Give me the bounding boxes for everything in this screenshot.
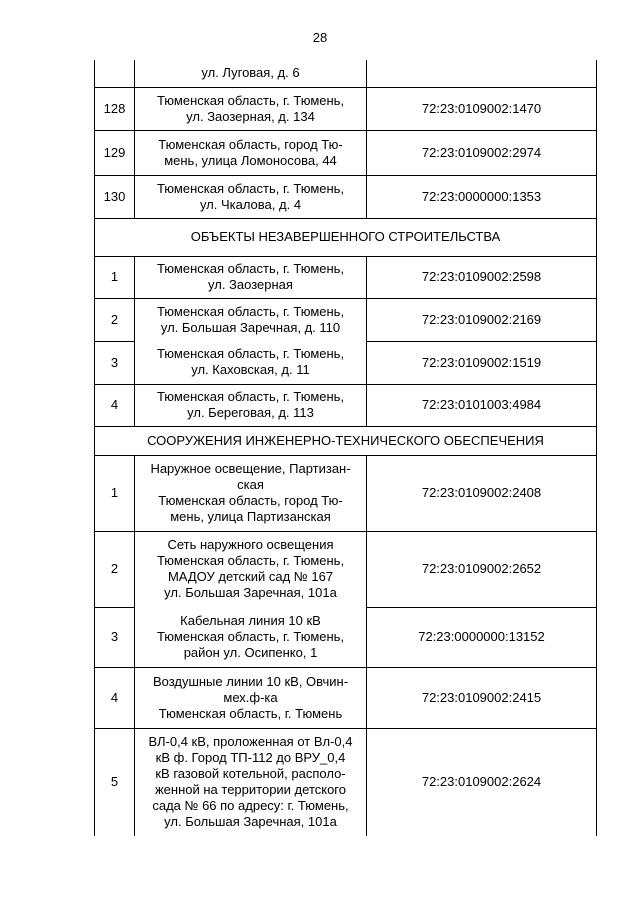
table-row — [95, 455, 597, 531]
section-title: ОБЪЕКТЫ НЕЗАВЕРШЕННОГО СТРОИТЕЛЬСТВА — [95, 218, 597, 256]
address-line: мень, улица Партизанская — [170, 509, 331, 524]
cadastral-number: 72:23:0109002:2598 — [367, 256, 597, 298]
address-cell — [135, 256, 367, 298]
address-line: Воздушные линии 10 кВ, Овчин- — [152, 673, 349, 689]
table-row — [95, 87, 597, 130]
table-row — [95, 531, 597, 607]
row-number-cell: 129 — [95, 130, 135, 175]
page-number: 28 — [312, 30, 328, 45]
row-number-cell: 3 — [95, 607, 135, 667]
address-cell — [135, 667, 367, 728]
section-header-row — [95, 426, 597, 455]
cadastral-number: 72:23:0101003:4984 — [367, 384, 597, 426]
cadastral-number: 72:23:0109002:2408 — [367, 455, 597, 531]
row-number-cell: 130 — [95, 175, 135, 218]
address-line: Тюменская область, г. Тюмень, — [156, 389, 345, 404]
cadastral-number: 72:23:0109002:2169 — [367, 298, 597, 341]
row-number-cell: 5 — [95, 728, 135, 836]
address-line: кВ газовой котельной, располо- — [155, 766, 346, 782]
row-number-cell: 4 — [95, 384, 135, 426]
cadastral-cell — [367, 60, 597, 87]
row-number-cell: 2 — [95, 298, 135, 341]
table-row — [95, 607, 597, 667]
address-line: мень, улица Ломоносова, 44 — [164, 152, 337, 168]
address-cell — [135, 298, 367, 341]
cadastral-number: 72:23:0000000:13152 — [367, 607, 597, 667]
address-line: Кабельная линия 10 кВ — [180, 612, 321, 628]
table-row — [95, 256, 597, 298]
address-line: Тюменская область, г. Тюмень, — [156, 628, 345, 644]
address-cell — [135, 130, 367, 175]
address-line: район ул. Осипенко, 1 — [183, 644, 318, 660]
address-cell — [135, 531, 367, 607]
address-cell — [135, 60, 367, 87]
row-number-cell: 128 — [95, 87, 135, 130]
row-number-cell — [95, 60, 135, 87]
address-line: Тюменская область, г. Тюмень — [158, 705, 343, 721]
address-line: ул. Большая Заречная, д. 110 — [160, 319, 341, 335]
address-line: мех.ф-ка — [223, 689, 278, 705]
address-line: женной на территории детского — [154, 782, 346, 798]
property-table — [94, 60, 597, 836]
table-row — [95, 384, 597, 426]
address-line: Тюменская область, город Тю- — [158, 136, 343, 152]
address-line: сада № 66 по адресу: г. Тюмень, — [152, 798, 349, 814]
row-number-cell: 4 — [95, 667, 135, 728]
address-line: Тюменская область, г. Тюмень, — [156, 553, 345, 569]
address-line: Тюменская область, г. Тюмень, — [156, 261, 345, 276]
table-row — [95, 60, 597, 87]
address-line: Тюменская область, г. Тюмень, — [156, 92, 345, 108]
table-row — [95, 667, 597, 728]
table-row — [95, 130, 597, 175]
address-cell — [135, 175, 367, 218]
address-line: кВ ф. Город ТП-112 до ВРУ_0,4 — [155, 750, 346, 766]
address-line: Сеть наружного освещения — [167, 537, 334, 553]
cadastral-number: 72:23:0109002:2624 — [367, 728, 597, 836]
section-header-row — [95, 218, 597, 256]
address-cell — [135, 455, 367, 531]
address-line: ул. Каховская, д. 11 — [191, 362, 310, 378]
address-line: Тюменская область, город Тю- — [158, 493, 343, 508]
row-number-cell: 1 — [95, 256, 135, 298]
table-row — [95, 298, 597, 341]
address-line: ул. Большая Заречная, 101а — [164, 585, 337, 601]
address-cell — [135, 384, 367, 426]
cadastral-number: 72:23:0109002:1470 — [367, 87, 597, 130]
address-line: ул. Луговая, д. 6 — [201, 65, 300, 81]
cadastral-number: 72:23:0109002:1519 — [367, 341, 597, 384]
address-line: МАДОУ детский сад № 167 — [167, 569, 334, 585]
address-line: ул. Заозерная, д. 134 — [186, 108, 315, 124]
cadastral-number: 72:23:0109002:2652 — [367, 531, 597, 607]
cadastral-number: 72:23:0109002:2415 — [367, 667, 597, 728]
address-cell — [135, 607, 367, 667]
row-number-cell: 3 — [95, 341, 135, 384]
row-number-cell: 1 — [95, 455, 135, 531]
row-number-cell: 2 — [95, 531, 135, 607]
address-line: ул. Большая Заречная, 101а — [164, 814, 337, 830]
address-line: ул. Береговая, д. 113 — [187, 405, 314, 420]
section-title: СООРУЖЕНИЯ ИНЖЕНЕРНО-ТЕХНИЧЕСКОГО ОБЕСПЕЧЕНИЯ — [95, 426, 597, 455]
address-line: Тюменская область, г. Тюмень, — [156, 180, 345, 196]
cadastral-number: 72:23:0000000:1353 — [367, 175, 597, 218]
address-line: Тюменская область, г. Тюмень, — [156, 303, 345, 319]
address-line: ская — [237, 477, 264, 492]
table-row — [95, 341, 597, 384]
table-row — [95, 728, 597, 836]
address-line: ВЛ-0,4 кВ, проложенная от Вл-0,4 — [148, 734, 353, 750]
address-line: Тюменская область, г. Тюмень, — [156, 346, 345, 362]
cadastral-number: 72:23:0109002:2974 — [367, 130, 597, 175]
address-cell — [135, 87, 367, 130]
address-line: ул. Заозерная — [208, 277, 293, 292]
address-line: ул. Чкалова, д. 4 — [199, 196, 302, 212]
address-cell — [135, 728, 367, 836]
table-row — [95, 175, 597, 218]
address-line: Наружное освещение, Партизан- — [150, 461, 351, 476]
address-cell — [135, 341, 367, 384]
